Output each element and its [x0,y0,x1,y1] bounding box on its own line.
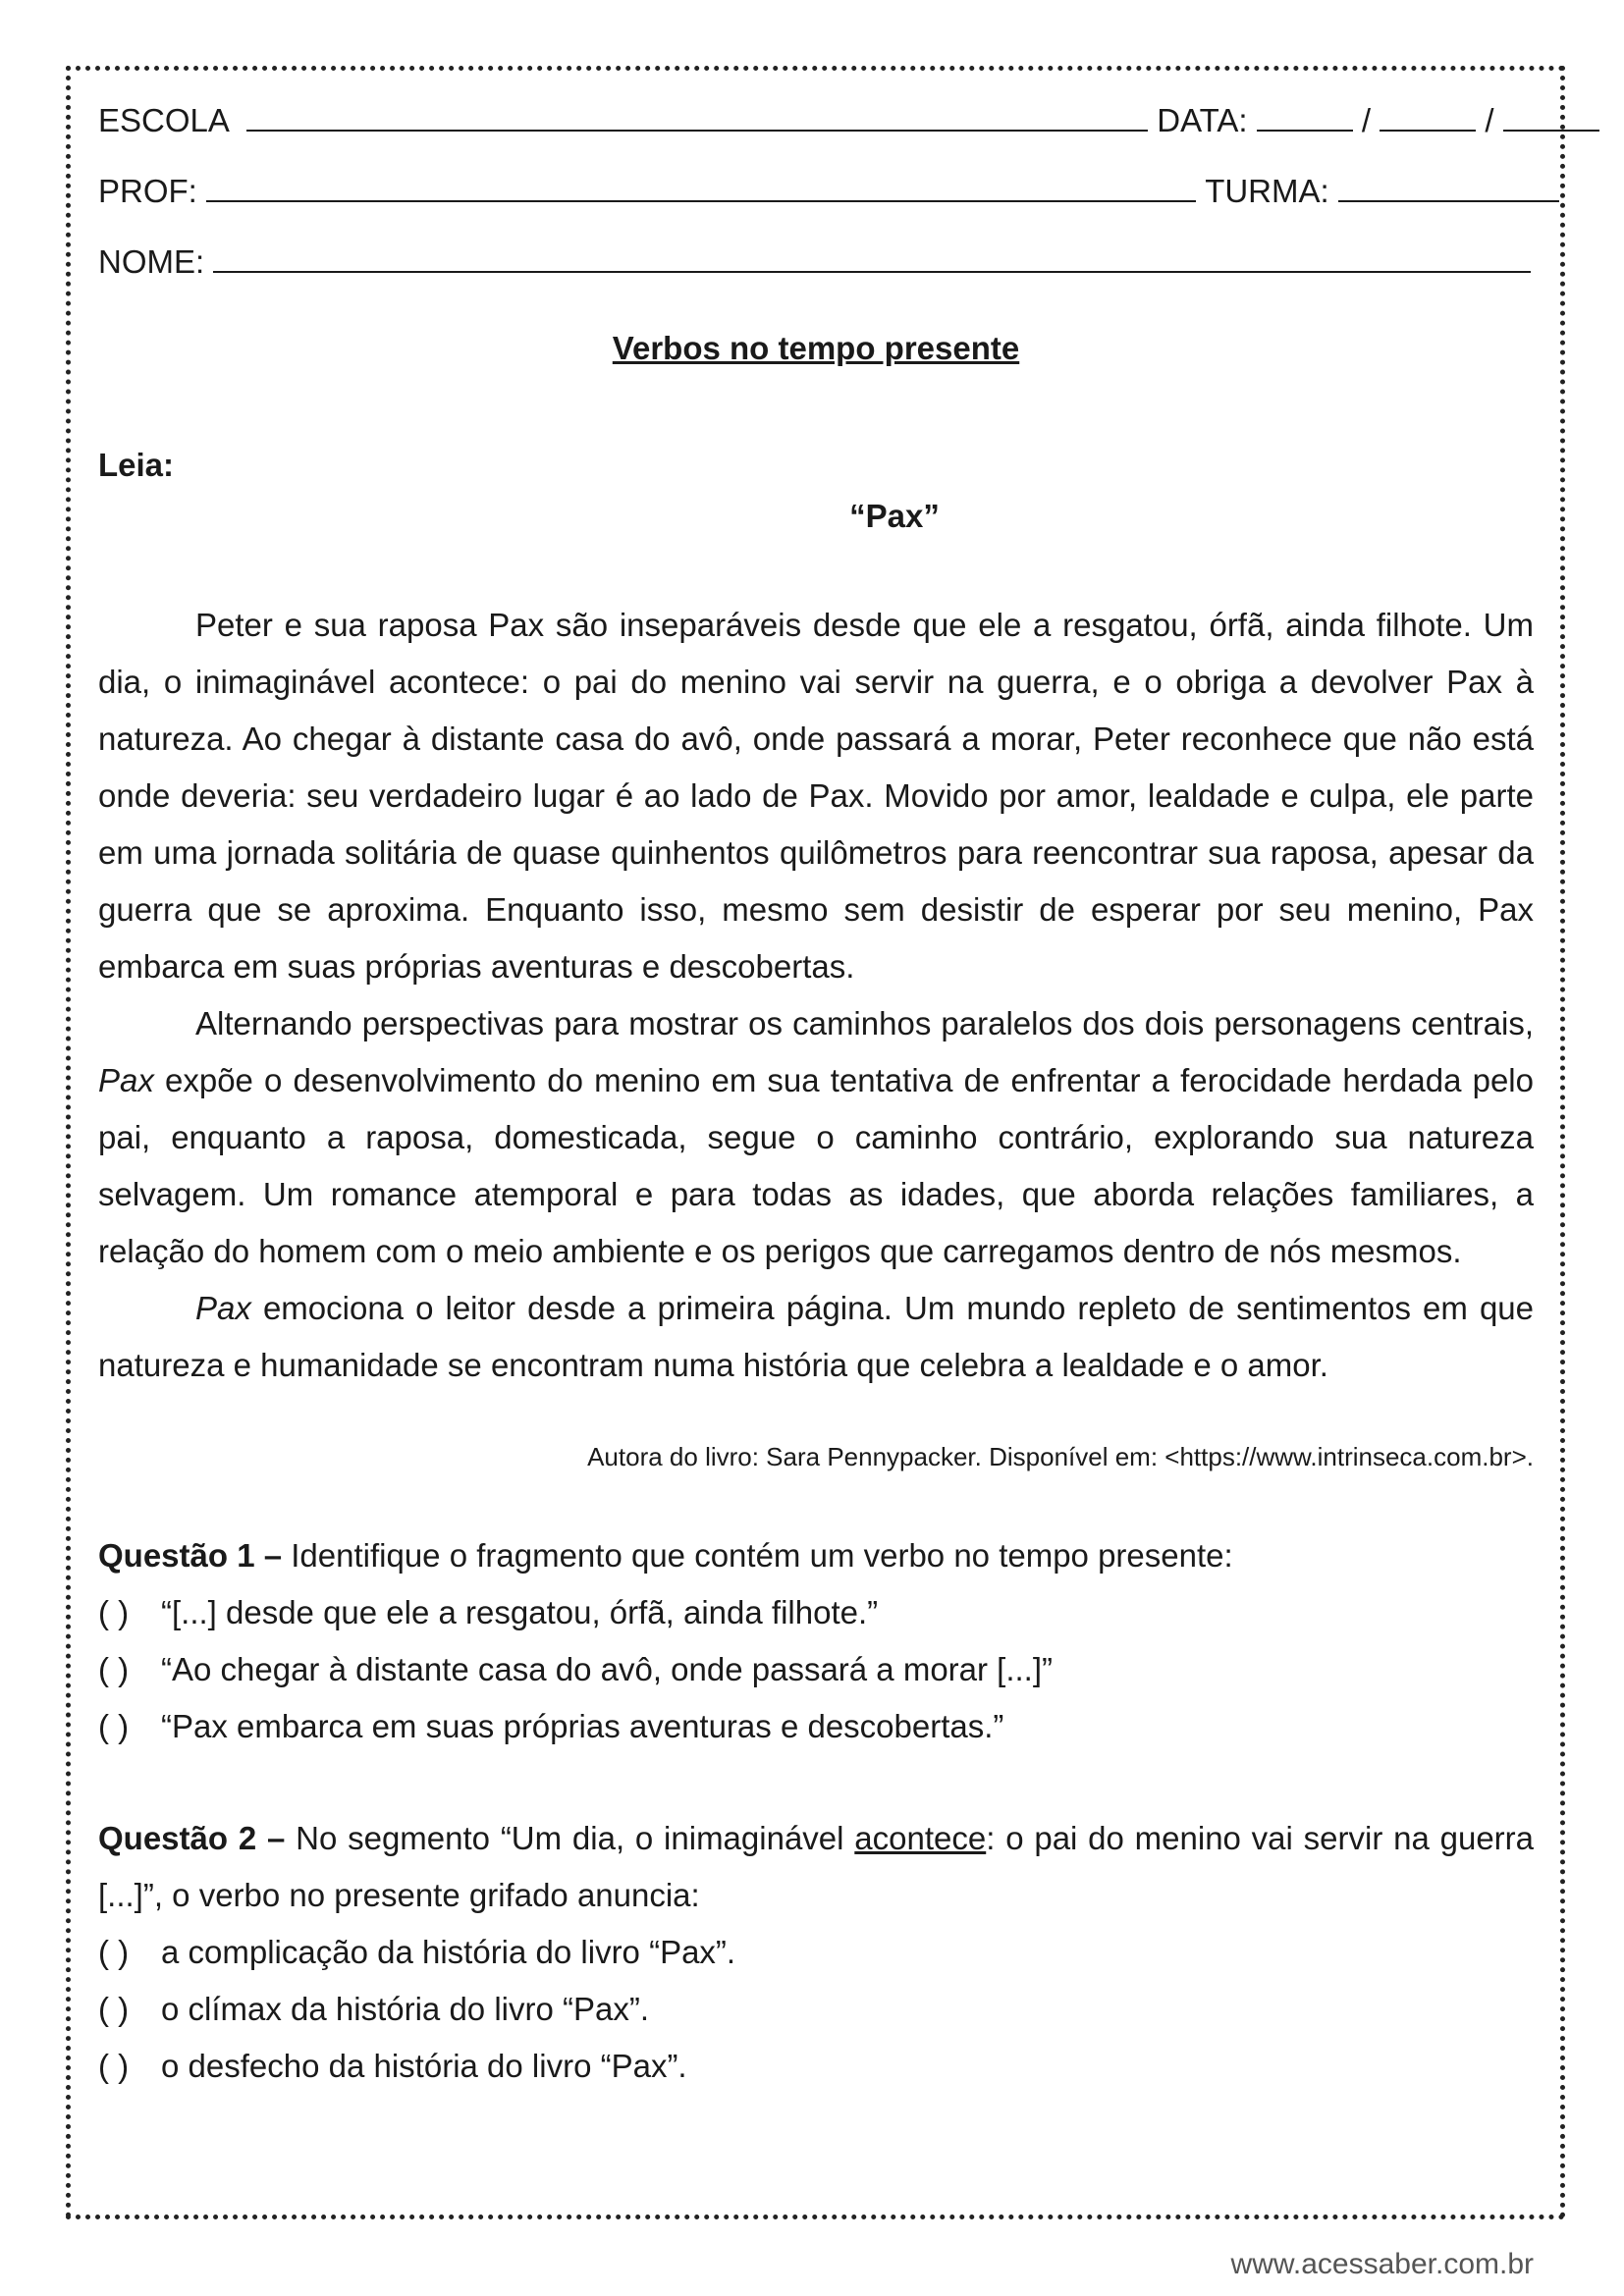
paragraph-text: Alternando perspectivas para mostrar os caminhos paralelos dos dois personagens centrais, [195,1005,1534,1041]
title-row [98,330,1534,389]
story-paragraph-1: Peter e sua raposa Pax são inseparáveis desde que ele a resgatou, órfã, ainda filhote. Um dia, o inimaginável acontece: o pai do menino vai servir na guerra, e o obriga a devolver Pax à natureza. Ao chegar à distante casa do avô, onde passará a morar, Peter reconhece que não está onde deveria: seu verdadeiro lugar é ao lado de Pax. Movido por amor, lealdade e culpa, ele parte em uma jornada solitária de quase quinhentos quilômetros para reencontrar sua raposa, apesar da guerra que se aproxima. Enquanto isso, mesmo sem desistir de esperar por seu menino, Pax embarca em suas próprias aventuras e descobertas. [98,607,1534,985]
question-text: : o pai do menino vai servir na guerra [...]”, o verbo no presente grifado anuncia: [98,1820,1535,1913]
option-text: o desfecho da história do livro “Pax”. [161,2048,687,2084]
underlined-verb: acontece [854,1820,987,1856]
paragraph-text: expõe o desenvolvimento do menino em sua tentativa de enfrentar a ferocidade herdada pelo pai, enquanto a raposa, domesticada, segue o caminho contrário, explorando sua natureza selvagem. Um romance atemporal e para todas as idades, que aborda relações familiares, a relação do homem com o meio ambiente e os perigos que carregamos dentro de nós mesmos. [98,1062,1534,1269]
question-2-option-c[interactable] [98,2038,1534,2095]
question-1 [98,1527,1534,1755]
answer-box[interactable]: ( ) [98,1934,130,1970]
story-paragraph-2 [98,995,1534,1280]
story-text [98,597,1534,1394]
option-text: a complicação da história do livro “Pax”. [161,1934,736,1970]
question-1-option-b[interactable] [98,1641,1534,1698]
escola-line [98,94,1534,147]
nome-label: NOME: [98,243,205,280]
escola-field[interactable] [246,96,1148,132]
question-label: Questão 2 – [98,1820,286,1856]
turma-label: TURMA: [1205,173,1329,209]
question-1-option-c[interactable] [98,1698,1534,1755]
date-month-field[interactable] [1380,96,1476,132]
source-citation: Autora do livro: Sara Pennypacker. Disponível em: <https://www.intrinseca.com.br>. [587,1442,1534,1471]
question-2 [98,1810,1534,2095]
paragraph-text: emociona o leitor desde a primeira página. Um mundo repleto de sentimentos em que natureza e humanidade se encontram numa história que celebra a lealdade e o amor. [98,1290,1535,1383]
question-label: Questão 1 – [98,1537,283,1574]
question-1-option-a[interactable] [98,1584,1534,1641]
option-text: “[...] desde que ele a resgatou, órfã, ainda filhote.” [161,1594,879,1630]
answer-box[interactable]: ( ) [98,1594,130,1630]
prof-line [98,165,1534,218]
date-separator: / [1361,102,1372,138]
question-2-option-b[interactable] [98,1981,1534,2038]
date-day-field[interactable] [1257,96,1353,132]
story-paragraph-3 [98,1280,1534,1394]
answer-box[interactable]: ( ) [98,1651,130,1687]
escola-label: ESCOLA [98,102,230,138]
option-text: “Ao chegar à distante casa do avô, onde passará a morar [...]” [161,1651,1053,1687]
question-text: Identifique o fragmento que contém um verbo no tempo presente: [291,1537,1233,1574]
text-title: “Pax” [849,498,940,534]
date-separator: / [1485,102,1494,138]
footer-url: www.acessaber.com.br [1230,2248,1534,2280]
answer-box[interactable]: ( ) [98,1708,130,1744]
question-2-option-a[interactable] [98,1924,1534,1981]
prof-label: PROF: [98,173,197,209]
turma-field[interactable] [1338,167,1559,202]
question-text: No segmento “Um dia, o inimaginável [296,1820,844,1856]
prof-field[interactable] [206,167,1196,202]
book-title-italic: Pax [98,1062,154,1098]
date-year-field[interactable] [1503,96,1599,132]
worksheet [98,94,1534,2095]
option-text: “Pax embarca em suas próprias aventuras e descobertas.” [161,1708,1004,1744]
nome-line [98,236,1534,289]
book-title-italic: Pax [195,1290,251,1326]
question-2-prompt [98,1810,1534,1924]
nome-field[interactable] [213,238,1531,273]
answer-box[interactable]: ( ) [98,2048,130,2084]
question-1-prompt [98,1527,1534,1584]
answer-box[interactable]: ( ) [98,1991,130,2027]
page-title: Verbos no tempo presente [612,330,1020,366]
option-text: o clímax da história do livro “Pax”. [161,1991,650,2027]
data-label: DATA: [1157,102,1248,138]
leia-label: Leia: [98,447,175,483]
